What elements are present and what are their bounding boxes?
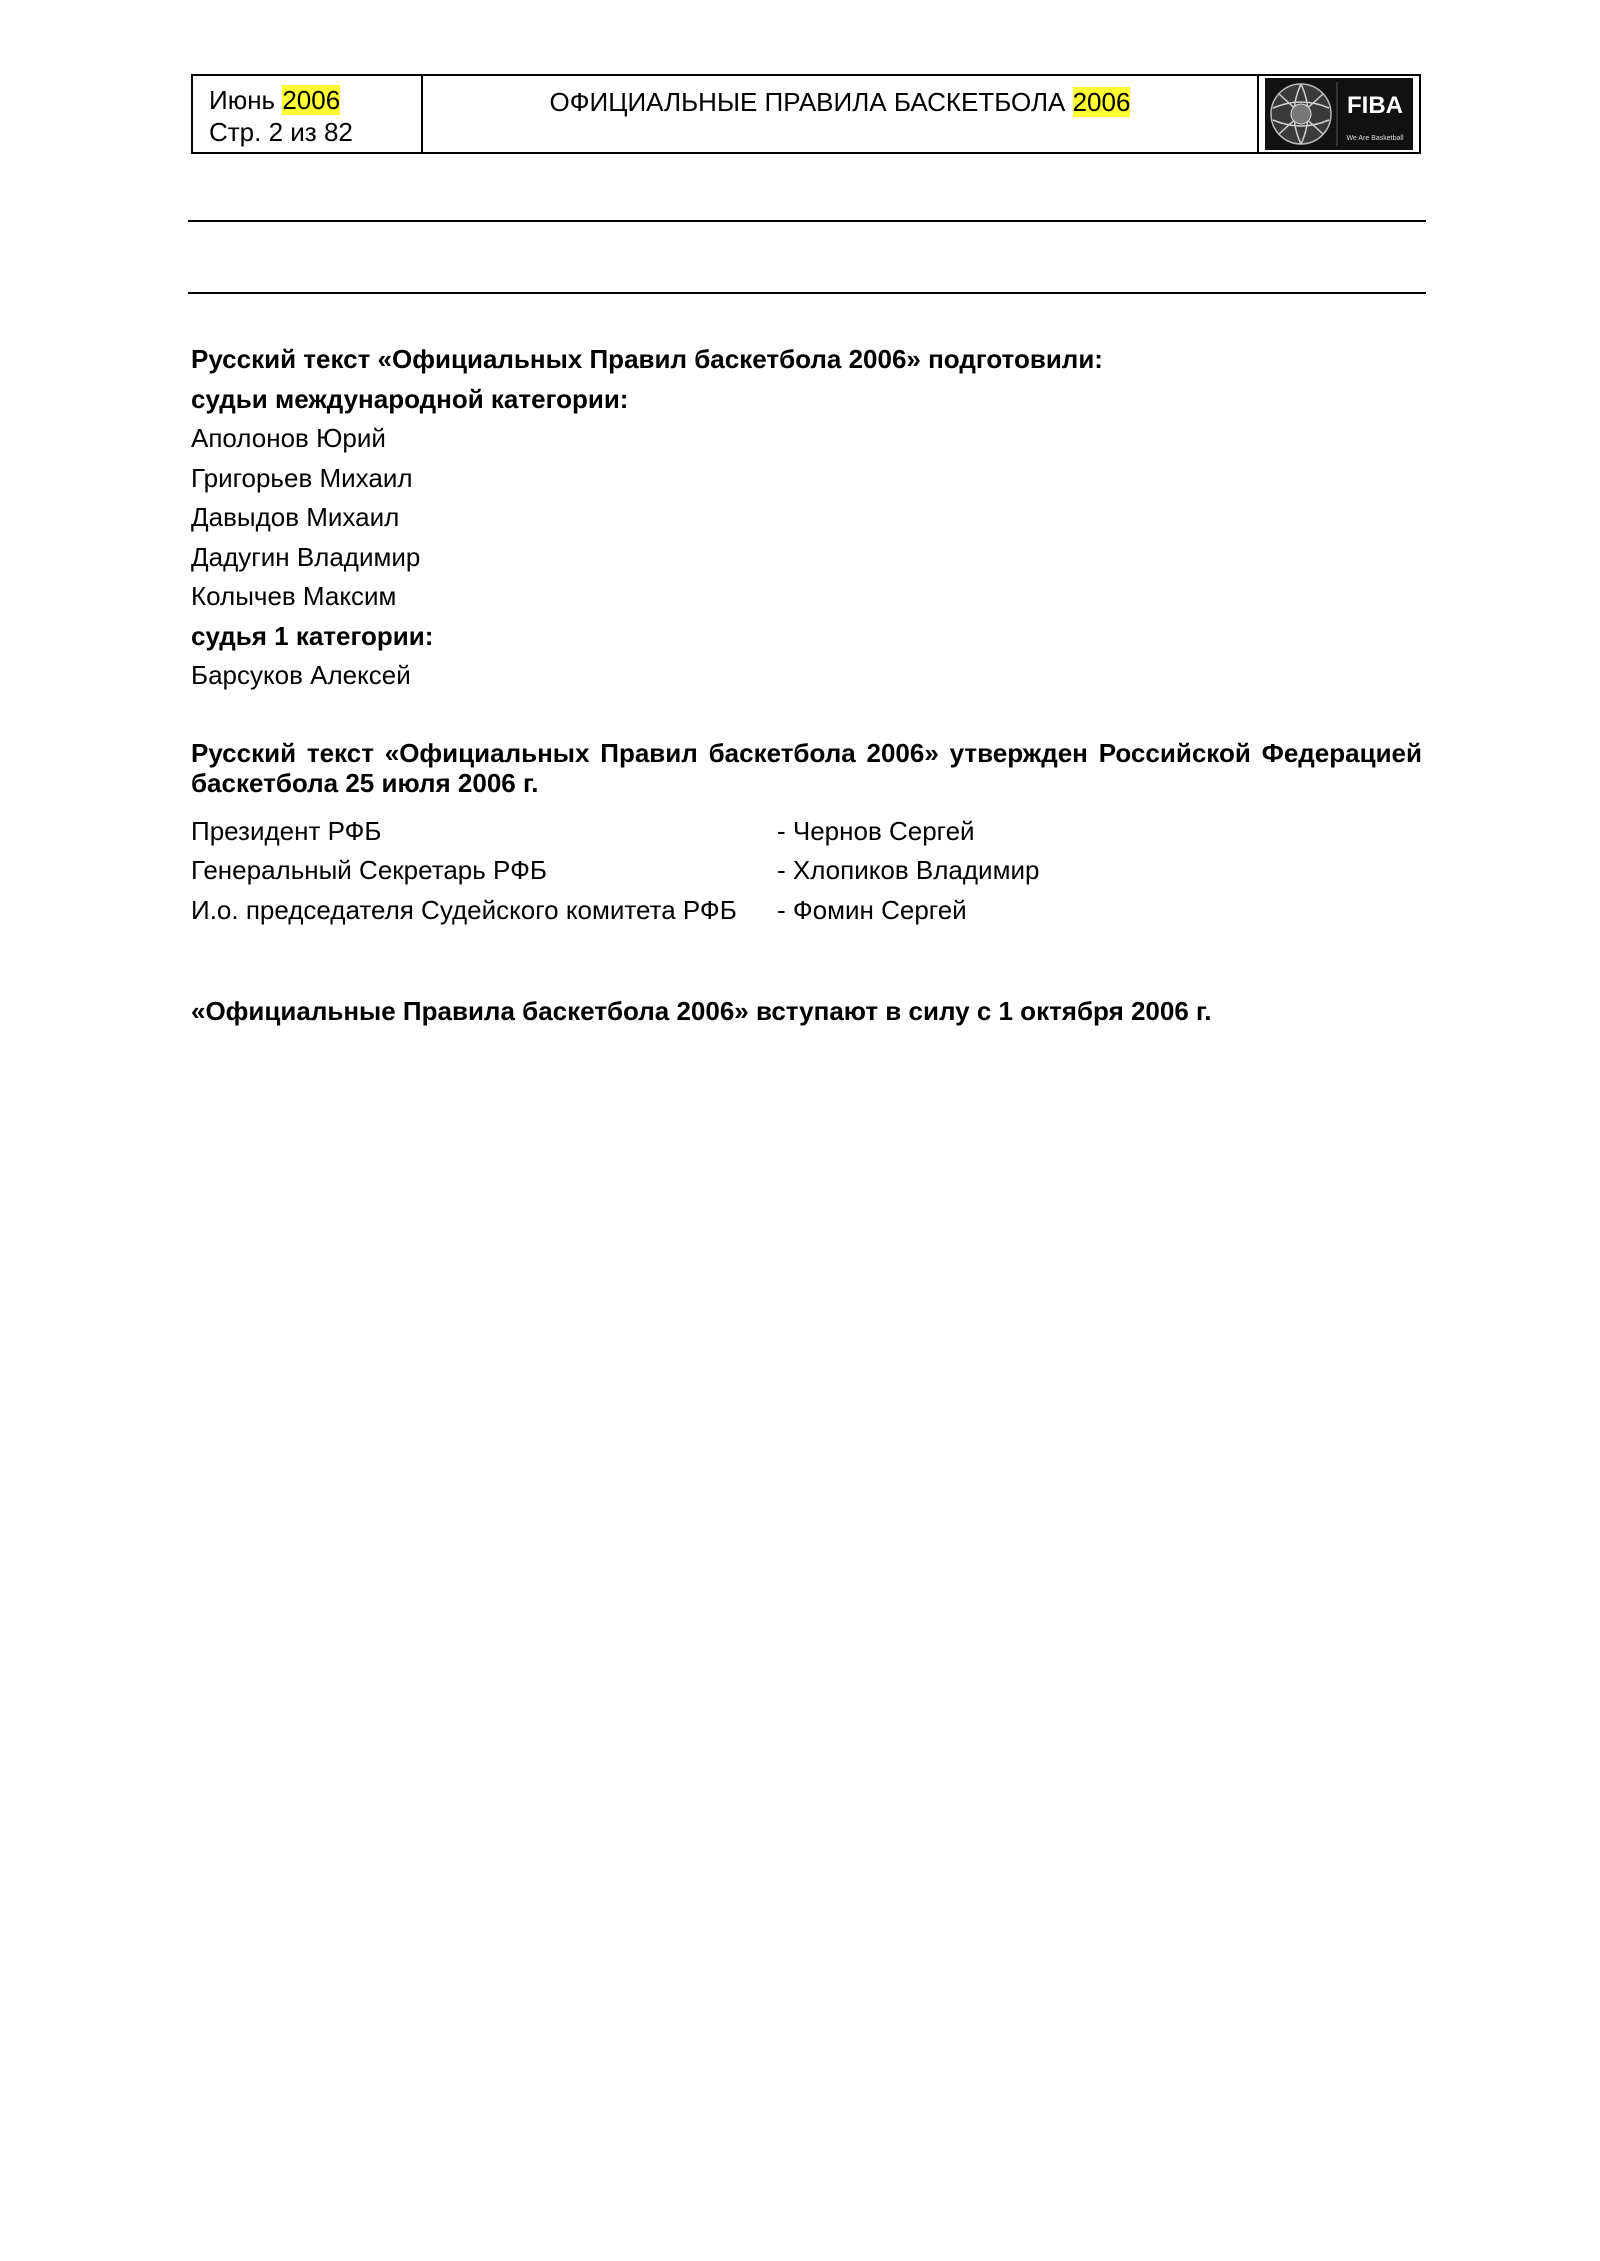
list-item: Григорьев Михаил <box>191 462 413 493</box>
header-title <box>423 76 1259 152</box>
list-item: Барсуков Алексей <box>191 660 411 690</box>
signatory-name: - Чернов Сергей <box>777 815 975 846</box>
category-international: судьи международной категории: <box>191 383 629 414</box>
preparers-intro: Русский текст «Официальных Правил баскетбола 2006» подготовили: <box>191 344 1103 374</box>
header-title-year: 2006 <box>1072 87 1131 117</box>
header-page-number: Стр. 2 из 82 <box>209 117 353 147</box>
approval-text: Русский текст «Официальных Правил баскетбола 2006» утвержден Российской Федерацией баскетбола 25 июля 2006 г. <box>191 737 1422 798</box>
header-title-main: ОФИЦИАЛЬНЫЕ ПРАВИЛА БАСКЕТБОЛА <box>549 87 1066 117</box>
list-item: Давыдов Михаил <box>191 502 400 532</box>
list-item: Дадугин Владимир <box>191 541 421 572</box>
logo-tagline: We Are Basketball <box>1346 135 1404 142</box>
header-year: 2006 <box>282 85 341 115</box>
effective-date-statement: «Официальные Правила баскетбола 2006» вступают в силу с 1 октября 2006 г. <box>191 996 1212 1026</box>
signatory-role: Генеральный Секретарь РФБ <box>191 855 547 885</box>
list-item: Аполонов Юрий <box>191 423 386 453</box>
fiba-logo <box>1259 76 1419 152</box>
header-date-page <box>193 76 423 152</box>
signatory-row <box>191 812 1422 852</box>
document-body <box>191 340 1422 1032</box>
signatory-row <box>191 891 1422 931</box>
logo-text: FIBA <box>1347 92 1403 119</box>
category-first: судья 1 категории: <box>191 620 434 651</box>
divider-bottom <box>188 292 1426 294</box>
divider-top <box>188 220 1426 222</box>
signatory-role: Президент РФБ <box>191 815 382 846</box>
header-date <box>209 84 421 116</box>
list-item: Колычев Максим <box>191 581 397 611</box>
header-month: Июнь <box>209 85 276 115</box>
fiba-logo-icon <box>1265 78 1413 150</box>
signatory-row <box>191 851 1422 891</box>
page-header <box>191 74 1421 154</box>
signatory-role: И.о. председателя Судейского комитета РФБ <box>191 894 737 925</box>
signatory-name: - Хлопиков Владимир <box>777 855 1040 885</box>
signatory-name: - Фомин Сергей <box>777 894 967 925</box>
